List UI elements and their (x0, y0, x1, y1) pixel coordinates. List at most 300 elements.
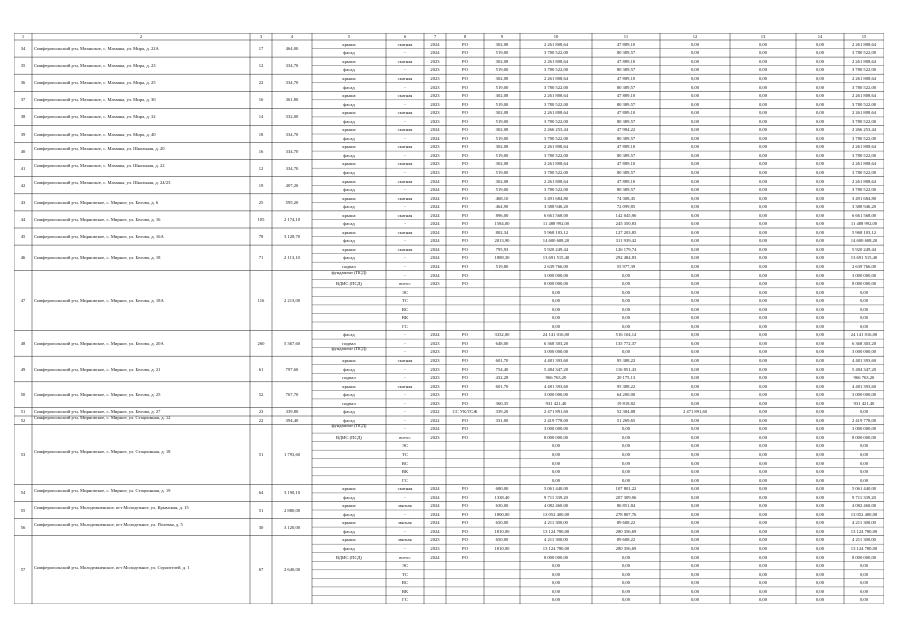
cell-cost: 2 261 808,64 (543, 178, 569, 184)
row-number: 38 (20, 114, 26, 120)
cell-f: 6 368 303,20 (851, 340, 877, 346)
cell-m: скатная (397, 75, 413, 81)
cell-w: фасад (343, 101, 355, 107)
row-area: 2 213,00 (283, 298, 301, 304)
cell-f: 2 261 808,64 (851, 178, 877, 184)
cell-a: 0,00 (690, 315, 700, 321)
cell-d: РО (462, 75, 468, 81)
cell-d: РО (462, 520, 468, 526)
cell-c: 0,00 (815, 554, 825, 560)
capital-repair-table (14, 33, 884, 604)
cell-m: скатная (397, 212, 413, 218)
cell-a: 0,00 (690, 469, 700, 475)
cell-y: 2024 (430, 204, 440, 210)
cell-mx: 135 772,37 (615, 340, 637, 346)
cell-mx: 0,00 (621, 298, 631, 304)
row-area: 1 793,60 (283, 451, 301, 457)
cell-a: 0,00 (690, 571, 700, 577)
cell-c: 0,00 (815, 118, 825, 124)
cell-f: 13 124 780,00 (850, 545, 878, 551)
cell-c: 0,00 (815, 178, 825, 184)
cell-mx: 207 309,06 (615, 494, 637, 500)
cell-w: фундамент (ПСД) (331, 346, 367, 352)
cell-f: 3 780 522,00 (851, 169, 877, 175)
cell-y: 2024 (430, 178, 440, 184)
cell-b: 0,00 (758, 571, 768, 577)
cell-cost: 0,00 (551, 443, 561, 449)
cell-cost: 3 000 000,00 (543, 349, 569, 355)
row-residents: 23 (258, 409, 264, 415)
cell-w: фасад (343, 392, 355, 398)
row-number: 48 (20, 340, 26, 346)
row-residents: 71 (258, 255, 264, 261)
cell-m: - (404, 50, 406, 56)
cell-b: 0,00 (758, 494, 768, 500)
cell-c: 0,00 (815, 238, 825, 244)
cell-d: РО (462, 178, 468, 184)
cell-f: 966 763,20 (853, 375, 875, 381)
cell-f: 2 261 808,64 (851, 93, 877, 99)
cell-c: 0,00 (815, 152, 825, 158)
cell-mx: 0,00 (621, 289, 631, 295)
cell-c: 0,00 (815, 298, 825, 304)
cell-cost: 0,00 (551, 460, 561, 466)
cell-b: 0,00 (758, 580, 768, 586)
cell-c: 0,00 (815, 486, 825, 492)
cell-m: - (404, 101, 406, 107)
cell-cost: 3 780 522,00 (543, 169, 569, 175)
cell-w: крыша (342, 161, 356, 167)
cell-d: РО (462, 332, 468, 338)
cell-y: 2024 (430, 135, 440, 141)
cell-d: РО (462, 554, 468, 560)
cell-mx: 47 889,10 (616, 161, 636, 167)
row-residents: 14 (258, 114, 264, 120)
cell-w: крыша (342, 41, 356, 47)
cell-c: 0,00 (815, 195, 825, 201)
cell-f: 3 780 522,00 (851, 118, 877, 124)
row-address: Симферопольский р-н, Мазанское, с. Мазанка, ул. Школьная, д. 22 (34, 163, 165, 169)
cell-f: 3 780 522,00 (851, 84, 877, 90)
cell-m: - (404, 375, 406, 381)
cell-cost: 0,00 (551, 289, 561, 295)
cell-mx: 0,00 (621, 281, 631, 287)
cell-cost: 2 261 808,64 (543, 144, 569, 150)
column-header-12: 12 (692, 34, 698, 39)
cell-d: РО (462, 357, 468, 363)
cell-m: скатная (397, 357, 413, 363)
cell-mx: 64 200,00 (616, 392, 636, 398)
cell-w: крыша (342, 127, 356, 133)
cell-a: 0,00 (690, 263, 700, 269)
cell-y: 2024 (430, 195, 440, 201)
cell-u: 519,00 (495, 84, 509, 90)
cell-m: - (404, 169, 406, 175)
row-residents: 51 (258, 507, 264, 513)
cell-b: 0,00 (758, 537, 768, 543)
cell-w: крыша (342, 144, 356, 150)
cell-u: 896,00 (495, 212, 509, 218)
cell-u: 519,00 (495, 135, 509, 141)
cell-b: 0,00 (758, 323, 768, 329)
cell-c: 0,00 (815, 263, 825, 269)
cell-m: - (404, 349, 406, 355)
cell-u: 1888,30 (494, 255, 510, 261)
cell-u: 519,00 (495, 118, 509, 124)
cell-y: 2023 (430, 545, 440, 551)
cell-cost: 4 211 300,00 (544, 537, 568, 543)
cell-f: 4 481 393,60 (851, 357, 877, 363)
cell-c: 0,00 (815, 426, 825, 432)
row-address: Симферопольский р-н, Мазанское, с. Мазанка, ул. Школьная, д. 24/23 (34, 180, 171, 186)
cell-f: 0,00 (859, 323, 869, 329)
cell-y: 2024 (430, 528, 440, 534)
row-residents: 105 (257, 216, 265, 222)
cell-b: 0,00 (758, 409, 768, 415)
cell-w: фасад (343, 135, 355, 141)
cell-w: фасад (343, 494, 355, 500)
cell-a: 0,00 (690, 255, 700, 261)
cell-b: 0,00 (758, 152, 768, 158)
cell-d: РО (462, 434, 468, 440)
cell-f: 931 421,40 (853, 400, 875, 406)
cell-mx: 245 350,83 (615, 221, 637, 227)
row-number: 57 (20, 567, 26, 573)
cell-u: 519,00 (495, 152, 509, 158)
cell-d: РО (462, 255, 468, 261)
cell-m: - (404, 426, 406, 432)
cell-b: 0,00 (758, 469, 768, 475)
cell-b: 0,00 (758, 221, 768, 227)
row-address: Симферопольский р-н, Мирновское, с. Мирное, ул. Стационная, д. 12 (34, 415, 171, 421)
cell-mx: 51 269,65 (616, 417, 636, 423)
cell-b: 0,00 (758, 161, 768, 167)
row-area: 767,70 (285, 392, 299, 398)
cell-m: мягкая (398, 503, 412, 509)
cell-b: 0,00 (758, 554, 768, 560)
cell-b: 0,00 (758, 50, 768, 56)
cell-b: 0,00 (758, 511, 768, 517)
cell-y: 2024 (430, 494, 440, 500)
cell-u: 1810,00 (494, 545, 510, 551)
cell-f: 0,00 (859, 451, 869, 457)
row-number: 45 (20, 234, 26, 240)
cell-c: 0,00 (815, 323, 825, 329)
row-number: 54 (20, 490, 26, 496)
column-header-3: 3 (259, 34, 263, 39)
cell-cost: 0,00 (551, 588, 561, 594)
cell-d: РО (462, 375, 468, 381)
cell-f: 0,00 (859, 580, 869, 586)
cell-b: 0,00 (758, 127, 768, 133)
cell-c: 0,00 (815, 169, 825, 175)
cell-a: 0,00 (690, 289, 700, 295)
cell-u: 802,34 (495, 229, 509, 235)
row-address: Симферопольский р-н, Мирновское, с. Мирное, ул. Белова, д. 16А (34, 234, 164, 240)
cell-w: крыша (342, 357, 356, 363)
cell-cost: 3 780 522,00 (543, 135, 569, 141)
cell-cost: 5 920 249,44 (543, 246, 569, 252)
cell-b: 0,00 (758, 451, 768, 457)
row-area: 394,40 (285, 417, 299, 423)
cell-a: 0,00 (690, 366, 700, 372)
cell-mx: 0,00 (621, 306, 631, 312)
cell-a: 0,00 (690, 93, 700, 99)
cell-b: 0,00 (758, 349, 768, 355)
cell-u: 464,90 (495, 204, 509, 210)
cell-cost: 2 261 808,64 (543, 161, 569, 167)
cell-y: 2024 (430, 221, 440, 227)
cell-cost: 4 481 393,60 (543, 357, 569, 363)
cell-f: 3 780 522,00 (851, 152, 877, 158)
cell-u: 650,00 (495, 520, 509, 526)
cell-a: 0,00 (690, 298, 700, 304)
row-area: 334,70 (285, 148, 299, 154)
row-number: 51 (20, 409, 26, 415)
cell-f: 3 780 522,00 (851, 67, 877, 73)
cell-d: РО (462, 340, 468, 346)
cell-m: ТС (402, 571, 408, 577)
cell-mx: 280 356,69 (615, 545, 637, 551)
cell-m: скатная (397, 383, 413, 389)
cell-mx: 47 889,10 (616, 178, 636, 184)
column-header-1: 1 (21, 34, 25, 39)
cell-m: - (404, 528, 406, 534)
cell-mx: 0,00 (621, 349, 631, 355)
cell-m: - (404, 221, 406, 227)
cell-b: 0,00 (758, 118, 768, 124)
cell-f: 2 261 808,64 (851, 144, 877, 150)
cell-d: РО (462, 511, 468, 517)
cell-m: ВК (401, 469, 409, 475)
cell-cost: 2 419 778,00 (543, 417, 569, 423)
row-address: Симферопольский р-н, Мазанское, с. Мазанка, ул. Мира, д. 22А (34, 46, 159, 52)
cell-f: 2 261 808,64 (851, 58, 877, 64)
cell-w: фасад (343, 417, 355, 423)
cell-c: 0,00 (815, 246, 825, 252)
cell-mx: 47 984,22 (616, 127, 636, 133)
row-area: 5 367,60 (283, 340, 301, 346)
cell-c: 0,00 (815, 110, 825, 116)
cell-w: крыша (342, 110, 356, 116)
row-area: 332,00 (285, 114, 299, 120)
cell-mx: 89 608,22 (616, 537, 636, 543)
row-number: 40 (20, 148, 26, 154)
cell-cost: 5 968 103,12 (543, 229, 569, 235)
cell-u: 302,08 (495, 127, 509, 133)
cell-b: 0,00 (758, 563, 768, 569)
cell-mx: 80 389,57 (616, 118, 636, 124)
cell-cost: 24 141 016,00 (542, 332, 570, 338)
cell-a: 0,00 (690, 477, 700, 483)
cell-cost: 0,00 (551, 298, 561, 304)
cell-m: - (404, 263, 406, 269)
cell-mx: 0,00 (621, 272, 631, 278)
cell-mx: 142 045,96 (615, 212, 637, 218)
cell-mx: 80 389,57 (616, 101, 636, 107)
cell-cost: 2 261 808,64 (543, 58, 569, 64)
cell-f: 4 211 300,00 (852, 537, 876, 543)
cell-b: 0,00 (758, 144, 768, 150)
cell-u: 601,70 (495, 357, 509, 363)
cell-a: 0,00 (690, 494, 700, 500)
column-header-15: 15 (861, 34, 867, 39)
cell-mx: 116 851,43 (615, 366, 637, 372)
cell-b: 0,00 (758, 263, 768, 269)
cell-y: 2023 (430, 169, 440, 175)
row-residents: 18 (258, 131, 264, 137)
row-address: Симферопольский р-н, Мазанское, с. Мазанка, ул. Мира, д. 40 (34, 131, 156, 137)
cell-y: 2022 (430, 417, 440, 423)
cell-d: РО (462, 263, 468, 269)
cell-mx: 89 608,22 (616, 520, 636, 526)
cell-w: крыша (342, 212, 356, 218)
cell-f: 8 000 000,00 (851, 281, 877, 287)
cell-cost: 9 711 339,20 (544, 494, 568, 500)
cell-b: 0,00 (758, 135, 768, 141)
cell-m: скатная (397, 110, 413, 116)
cell-m: - (404, 187, 406, 193)
cell-u: 302,08 (495, 41, 509, 47)
cell-b: 0,00 (758, 503, 768, 509)
cell-mx: 127 203,85 (615, 229, 637, 235)
cell-m: скатная (397, 127, 413, 133)
cell-a: 0,00 (690, 272, 700, 278)
cell-c: 0,00 (815, 93, 825, 99)
cell-a: 0,00 (690, 417, 700, 423)
cell-d: РО (462, 221, 468, 227)
cell-a: 0,00 (690, 451, 700, 457)
cell-w: ВДИС (ПСД) (336, 554, 362, 560)
cell-cost: 8 000 000,00 (543, 281, 569, 287)
row-address: Симферопольский р-н, Мирновское, с. Мирное, ул. Белова, д. 20А (34, 340, 164, 346)
cell-a: 0,00 (690, 161, 700, 167)
cell-cost: 3 780 522,00 (543, 84, 569, 90)
cell-f: 4 082 460,00 (851, 503, 877, 509)
cell-f: 0,00 (859, 306, 869, 312)
cell-m: - (404, 135, 406, 141)
cell-d: РО (462, 246, 468, 252)
cell-cost: 0,00 (551, 451, 561, 457)
cell-u: 302,08 (495, 75, 509, 81)
cell-m: - (404, 152, 406, 158)
row-area: 339,80 (285, 409, 299, 415)
row-residents: 52 (258, 392, 264, 398)
row-number: 55 (20, 507, 26, 513)
cell-b: 0,00 (758, 375, 768, 381)
cell-c: 0,00 (815, 144, 825, 150)
cell-w: фасад (343, 67, 355, 73)
cell-a: 0,00 (690, 486, 700, 492)
cell-d: РО (462, 383, 468, 389)
row-address: Симферопольский р-н, Молодежненское, пгт Молодежное, ул. Крымская, д. 15 (34, 505, 189, 510)
cell-f: 0,00 (859, 460, 869, 466)
cell-mx: 0,00 (621, 323, 631, 329)
cell-c: 0,00 (815, 41, 825, 47)
cell-d: РО (462, 187, 468, 193)
cell-d: РО (462, 144, 468, 150)
cell-y: 2023 (430, 101, 440, 107)
cell-f: 3 780 522,00 (851, 187, 877, 193)
cell-b: 0,00 (758, 101, 768, 107)
cell-cost: 0,00 (551, 580, 561, 586)
cell-cost: 0,00 (551, 563, 561, 569)
cell-a: 0,00 (690, 357, 700, 363)
cell-cost: 3 000 000,00 (543, 426, 569, 432)
cell-y: 2024 (430, 229, 440, 235)
cell-cost: 8 000 000,00 (543, 434, 569, 440)
cell-u: 519,00 (495, 169, 509, 175)
cell-w: крыша (342, 520, 356, 526)
cell-y: 2024 (430, 426, 440, 432)
column-header-8: 8 (463, 34, 467, 39)
cell-a: 0,00 (690, 332, 700, 338)
cell-b: 0,00 (758, 477, 768, 483)
cell-f: 5 920 249,44 (851, 246, 877, 252)
cell-mx: 47 889,10 (616, 75, 636, 81)
cell-f: 0,00 (859, 289, 869, 295)
cell-a: 0,00 (690, 545, 700, 551)
cell-y: 2024 (430, 554, 440, 560)
cell-a: 0,00 (690, 511, 700, 517)
row-number: 42 (20, 182, 26, 188)
cell-w: фасад (343, 169, 355, 175)
cell-c: 0,00 (815, 494, 825, 500)
cell-a: 0,00 (690, 520, 700, 526)
cell-cost: 3 780 522,00 (543, 118, 569, 124)
cell-m: ЭС (401, 289, 409, 295)
cell-c: 0,00 (815, 272, 825, 278)
cell-a: 0,00 (690, 400, 700, 406)
cell-d: РО (462, 93, 468, 99)
cell-f: 6 661 568,00 (851, 212, 877, 218)
cell-a: 0,00 (690, 588, 700, 594)
cell-m: - (404, 255, 406, 261)
cell-mx: 47 889,10 (616, 41, 636, 47)
cell-f: 3 780 522,00 (851, 50, 877, 56)
cell-c: 0,00 (815, 451, 825, 457)
column-header-14: 14 (817, 34, 823, 39)
cell-f: 0,00 (859, 597, 869, 603)
cell-c: 0,00 (815, 289, 825, 295)
cell-u: 302,08 (495, 161, 509, 167)
cell-m: ЭС (401, 443, 409, 449)
cell-cost: 4 082 460,00 (543, 503, 569, 509)
row-area: 3 120,00 (283, 524, 301, 530)
cell-b: 0,00 (758, 281, 768, 287)
cell-d: РО (462, 400, 468, 406)
cell-y: 2023 (430, 392, 440, 398)
cell-b: 0,00 (758, 434, 768, 440)
cell-y: 2023 (430, 152, 440, 158)
cell-mx: 0,00 (621, 571, 631, 577)
cell-a: 0,00 (690, 340, 700, 346)
row-residents: 12 (258, 165, 264, 171)
cell-u: 650,00 (495, 537, 509, 543)
cell-b: 0,00 (758, 366, 768, 372)
cell-y: 2023 (430, 58, 440, 64)
cell-cost: 5 061 440,00 (543, 486, 569, 492)
row-area: 2 174,10 (283, 216, 301, 222)
cell-c: 0,00 (815, 400, 825, 406)
column-header-4: 4 (290, 34, 294, 39)
row-area: 334,70 (285, 80, 299, 86)
cell-u: 302,08 (495, 58, 509, 64)
cell-d: РО (462, 528, 468, 534)
cell-u: 1338,40 (494, 494, 510, 500)
cell-u: 519,00 (495, 67, 509, 73)
cell-w: фасад (343, 366, 355, 372)
